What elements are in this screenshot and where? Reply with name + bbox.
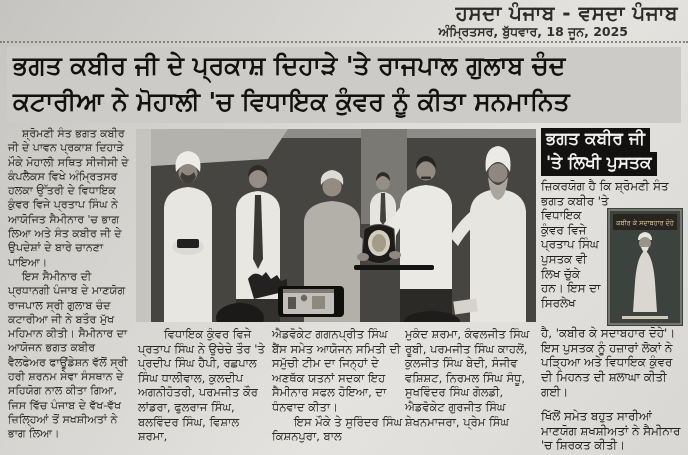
article-bottom-column-3 [405,327,539,429]
sidebar-paragraph-1a: ਜ਼ਿਕਰਯੋਗ ਹੈ ਕਿ ਸ਼੍ਰੋਮਣੀ ਸੰਤ ਭਗਤ ਕਬੀਰ 'ਤੇ [541,179,669,208]
sidebar-title-line1: ਭਗਤ ਕਬੀਰ ਜੀ [541,128,650,152]
sidebar-title-line2: 'ਤੇ ਲਿਖੀ ਪੁਸਤਕ [541,152,657,176]
article-paragraph-1: ਸ਼੍ਰੋਮਣੀ ਸੰਤ ਭਗਤ ਕਬੀਰ ਜੀ ਦੇ ਪਾਵਨ ਪ੍ਰਕਾਸ਼ ਦਿਹਾੜੇ ਮੌਕੇ ਮੋਹਾਲੀ ਸਥਿਤ ਸੀਜੀਸੀ ਦੇ ਕੰਪਲੈਕਸ ਵਿਖੇ ਅੰਮ੍ਰਿਤਸਰ ਹਲਕਾ ਉੱਤਰੀ ਦੇ ਵਿਧਾਇਕ ਕੁੰਵਰ ਵਿਜੇ ਪ੍ਰਤਾਪ ਸਿੰਘ ਨੇ ਆਯੋਜਿਤ ਸੈਮੀਨਾਰ 'ਚ ਭਾਗ ਲਿਆ ਅਤੇ ਸੰਤ ਕਬੀਰ ਜੀ ਦੇ ਉਪਦੇਸ਼ਾਂ ਦੇ ਬਾਰੇ ਚਾਨਣਾ ਪਾਇਆ। [8,127,129,269]
dateline: ਅੰਮ੍ਰਿਤਸਰ, ਬੁੱਧਵਾਰ, 18 ਜੂਨ, 2025 [438,24,628,39]
article-paragraph-3: ਵਿਧਾਇਕ ਕੁੰਵਰ ਵਿਜੇ ਪ੍ਰਤਾਪ ਸਿੰਘ ਨੇ ਉਚੇਚੇ ਤੌਰ 'ਤੇ ਪ੍ਰਦੀਪ ਸਿੰਘ ਹੈਪੀ, ਰਛਪਾਲ ਸਿੰਘ ਧਾਲੀਵਾਲ, ਕੁਲਦੀਪ ਅਗਨੀਹੋਤਰੀ, ਪਰਮਜੀਤ ਕੌਰ ਲਾਂਡਰਾ, ਫੁਲਰਾਜ ਸਿੰਘ, ਬਲਵਿੰਦਰ ਸਿੰਘ, ਵਿਸ਼ਾਲ ਸ਼ਰਮਾ, [138,327,265,444]
sidebar-paragraph-1c: ਹੈ, 'ਕਬੀਰ ਕੇ ਸਦਾਬਹਾਰ ਦੋਹੇ'। ਇਸ ਪੁਸਤਕ ਨੂੰ ਹਜ਼ਾਰਾਂ ਲੋਕਾਂ ਨੇ ਪੜ੍ਹਿਆ ਅਤੇ ਵਿਧਾਇਕ ਕੁੰਵਰ ਦੀ ਮਿਹਨਤ ਦੀ ਸ਼ਲਾਘਾ ਕੀਤੀ ਗਈ। [541,326,676,399]
sidebar-book-row [541,208,684,326]
article-paragraph-2: ਇਸ ਸੈਮੀਨਾਰ ਦੀ ਪ੍ਰਧਾਨਗੀ ਪੰਜਾਬ ਦੇ ਮਾਣਯੋਗ ਰਾਜਪਾਲ ਸ੍ਰੀ ਗੁਲਾਬ ਚੰਦ ਕਟਾਰੀਆ ਜੀ ਨੇ ਬਤੌਰ ਮੁੱਖ ਮਹਿਮਾਨ ਕੀਤੀ। ਸੈਮੀਨਾਰ ਦਾ ਆਯੋਜਨ ਭਗਤ ਕਬੀਰ ਵੈਲਫੇਅਰ ਫਾਊਂਡੇਸ਼ਨ ਵੱਲੋਂ ਸ੍ਰੀ ਹਰੀ ਸ਼ਰਨਮ ਸੇਵਾ ਸੰਸਥਾਨ ਦੇ ਸਹਿਯੋਗ ਨਾਲ ਕੀਤਾ ਗਿਆ, ਜਿਸ ਵਿੱਚ ਪੰਜਾਬ ਦੇ ਵੱਖ-ਵੱਖ ਜ਼ਿਲ੍ਹਿਆਂ ਤੋਂ ਸਖਸ਼ੀਅਤਾਂ ਨੇ ਭਾਗ ਲਿਆ। [8,269,128,441]
sidebar-paragraph-2: ਖਿੱਲੋਂ ਸਮੇਤ ਬਹੁਤ ਸਾਰੀਆਂ ਮਾਣਯੋਗ ਸ਼ਖਸ਼ੀਅਤਾਂ ਨੇ ਸੈਮੀਨਾਰ 'ਚ ਸ਼ਿਰਕਤ ਕੀਤੀ। [541,409,681,453]
news-photo [136,129,536,322]
article-left-column [8,127,136,442]
sidebar-book-story [541,128,684,455]
article-headline [7,47,681,123]
headline-line2: ਕਟਾਰੀਆ ਨੇ ਮੋਹਾਲੀ 'ਚ ਵਿਧਾਇਕ ਕੁੰਵਰ ਨੂੰ ਕੀਤਾ ਸਨਮਾਨਿਤ [13,87,570,116]
sidebar-title [541,128,684,176]
book-cover-title: ਕਬੀਰ ਕੇ ਸਦਾਬਹਾਰ ਦੋਹੇ [616,219,674,228]
news-photo-illustration [136,129,536,322]
article-paragraph-5: ਇਸ ਮੌਕੇ ਤੇ ਸੁਰਿੰਦਰ ਸਿੰਘ ਕਿਸ਼ਨਪੁਰਾ, ਬਾਲ [272,414,403,444]
article-paragraph-6: ਮੁਕੰਦ ਸ਼ਰਮਾ, ਕੰਵਲਜੀਤ ਸਿੰਘ ਰੂਬੀ, ਪਰਮਜੀਤ ਸਿੰਘ ਕਾਹਲੋਂ, ਕੁਲਜੀਤ ਸਿੰਘ ਬੇਦੀ, ਸੰਜੀਵ ਵਸ਼ਿਸ਼ਟ, ਨਿਰਮਲ ਸਿੰਘ ਸੰਧੂ, ਸੁਖਵਿੰਦਰ ਸਿੰਘ ਗੋਲਡੀ, ਐਡਵੋਕੇਟ ਗੁਰਜੀਤ ਸਿੰਘ ਸ਼ੇਖਨਮਾਜਰਾ, ਪ੍ਰੇਮ ਸਿੰਘ [405,327,530,429]
sidebar-paragraph-1b: ਵਿਧਾਇਕ ਕੁੰਵਰ ਵਿਜੇ ਪ੍ਰਤਾਪ ਸਿੰਘ ਪੁਸਤਕ ਵੀ ਲਿਖ ਚੁੱਕੇ ਹਨ। ਇਸ ਦਾ ਸਿਰਲੇਖ [541,208,601,310]
book-cover-caption-line [622,316,668,319]
article-bottom-column-2 [272,327,403,444]
article-paragraph-4: ਐਡਵੋਕੇਟ ਗਗਨਪ੍ਰੀਤ ਸਿੰਘ ਬੈਂਸ ਸਮੇਤ ਆਯੋਜਨ ਸਮਿਤੀ ਦੀ ਸਮੁੱਚੀ ਟੀਮ ਦਾ ਜਿਨ੍ਹਾਂ ਦੇ ਅਣਥੱਕ ਯਤਨਾਂ ਸਦਕਾ ਇਹ ਸੈਮੀਨਾਰ ਸਫਲ ਹੋਇਆ, ਦਾ ਧੰਨਵਾਦ ਕੀਤਾ। [272,327,401,414]
newspaper-name: ਹਸਦਾ ਪੰਜਾਬ - ਵਸਦਾ ਪੰਜਾਬ [455,1,678,25]
article-bottom-column-1 [138,327,269,444]
dotted-divider [0,41,688,43]
headline-line1: ਭਗਤ ਕਬੀਰ ਜੀ ਦੇ ਪ੍ਰਕਾਸ਼ ਦਿਹਾੜੇ 'ਤੇ ਰਾਜਪਾਲ ਗੁਲਾਬ ਚੰਦ [13,51,566,80]
book-cover-illustration [607,208,683,326]
book-cover-image [607,208,683,326]
